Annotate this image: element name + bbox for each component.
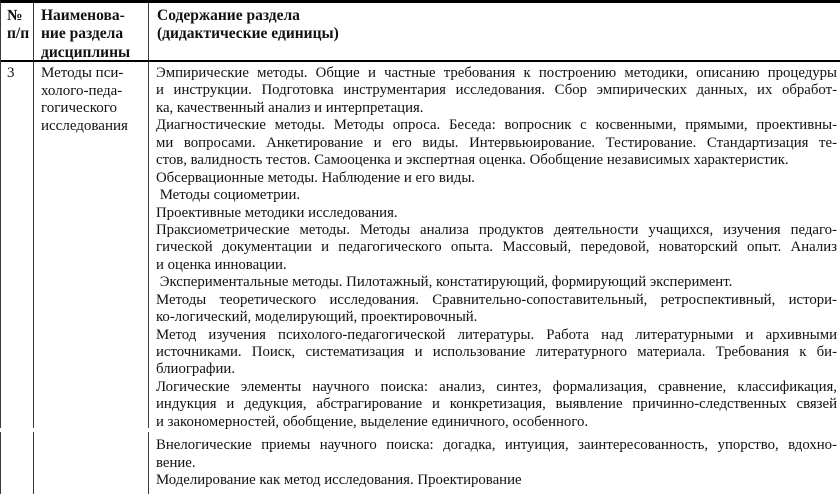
header-cell-section-name [34,3,149,62]
text-line: Обсервационные методы. Наблюдение и его виды. [156,169,475,186]
text-line: ми вопросами. Анкетирование и его виды. Интервьюирование. Тестирование. Стандартизация те- [156,134,837,151]
text-line: блиографии. [156,361,236,378]
text-line: Диагностические методы. Методы опроса. Беседа: вопросник с косвенными, прямыми, проективны- [156,117,837,134]
content-paragraph [156,327,837,379]
text-line: индукция и дедукция, абстрагирование и конкретизация, выявление причинно-следственных связей [156,396,837,413]
text-line: вение. [156,454,196,471]
text-line: источниками. Поиск, систематизация и использование литературного материала. Требования к би- [156,344,837,360]
text-line: стов, валидность тестов. Самооценка и экспертная оценка. Обобщение независимых характеристик. [156,152,789,169]
text-line: ка, качественный анализ и интерпретация. [156,99,424,116]
content-paragraph [156,170,837,187]
content-paragraph [156,472,837,489]
text-line: ко-логический, моделирующий, проектировочный. [156,309,478,326]
content-paragraph [156,274,837,291]
text-line: гической документации и педагогического опыта. Массовый, передовой, новаторский опыт. Анализ [156,239,837,256]
text-line: (дидактические единицы) [157,25,339,43]
header-cell-number [1,3,34,62]
text-line: ние раздела [41,25,124,43]
text-line: Логические элементы научного поиска: анализ, синтез, формализация, сравнение, классификация, [156,378,837,395]
content-paragraph [156,117,837,169]
row-content-cell [149,62,840,494]
text-line: Методы социометрии. [156,187,301,204]
header-cell-content [149,3,840,62]
text-line: Наименова- [41,7,125,24]
content-paragraph [156,437,837,472]
text-line: Проективные методики исследования. [156,204,398,221]
text-line: холого-педа- [41,82,123,99]
text-line: Содержание раздела [157,7,300,24]
text-line: исследования [41,117,128,134]
content-paragraph [156,187,837,204]
text-line: дисциплины [41,43,131,61]
text-line: № [7,7,23,24]
text-line: Внелогические приемы научного поиска: догадка, интуиция, заинтересованность, упорство, вдохно- [156,437,837,454]
text-line: Моделирование как метод исследования. Проектирование [156,472,522,489]
content-paragraph [156,379,837,431]
content-paragraph [156,205,837,222]
content-paragraph [156,65,837,117]
content-paragraph [156,222,837,274]
text-line: гогического [41,100,117,116]
text-line: и инструкции. Подготовка инструментария исследования. Сбор эмпирических данных, их обработ- [156,82,837,99]
text-line: и оценка инновации. [156,256,287,273]
text-line: Методы пси- [41,65,124,81]
page-break-gap [0,428,151,432]
text-line: Эмпирические методы. Общие и частные требования к построению методики, описанию процедуры [156,65,837,81]
text-line: Методы теоретического исследования. Сравнительно-сопоставительный, ретроспективный, истори- [156,291,837,308]
text-line: п/п [7,25,30,43]
text-line: и закономерностей, обобщение, выделение единичного, особенного. [156,413,589,430]
text-line: Метод изучения психолого-педагогической литературы. Работа над литературными и архивными [156,326,837,343]
text-line: Праксиометрические методы. Методы анализа продуктов деятельности учащихся, изучения педаго- [156,221,837,238]
text-line: Экспериментальные методы. Пилотажный, констатирующий, формирующий эксперимент. [156,274,733,291]
content-paragraph [156,292,837,327]
row-number: 3 [7,65,15,81]
